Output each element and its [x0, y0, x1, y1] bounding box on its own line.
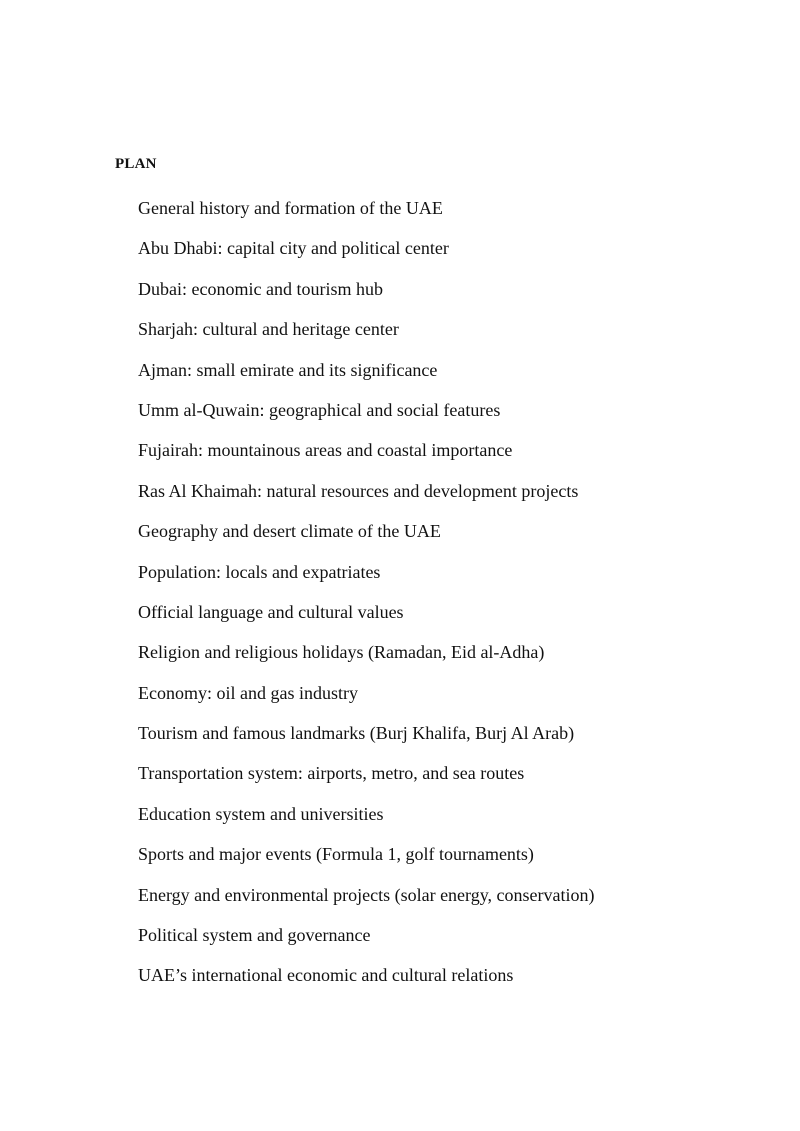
plan-item-13: Economy: oil and gas industry: [138, 682, 358, 703]
plan-item-18: Energy and environmental projects (solar energy, conservation): [138, 884, 595, 905]
plan-heading: PLAN: [115, 156, 157, 172]
plan-item-12: Religion and religious holidays (Ramadan, Eid al-Adha): [138, 642, 545, 663]
plan-item-1: General history and formation of the UAE: [138, 198, 443, 218]
plan-item-2: Abu Dhabi: capital city and political center: [138, 238, 449, 259]
plan-item-15: Transportation system: airports, metro, and sea routes: [138, 763, 525, 784]
plan-list: [138, 197, 595, 1005]
plan-item-4: Sharjah: cultural and heritage center: [138, 319, 399, 340]
plan-item-11: Official language and cultural values: [138, 601, 404, 622]
plan-item-17: Sports and major events (Formula 1, golf tournaments): [138, 844, 534, 865]
plan-item-6: Umm al-Quwain: geographical and social features: [138, 399, 501, 420]
plan-item-19: Political system and governance: [138, 925, 371, 946]
plan-item-7: Fujairah: mountainous areas and coastal importance: [138, 440, 513, 461]
plan-item-10: Population: locals and expatriates: [138, 561, 381, 582]
plan-item-20: UAE’s international economic and cultural relations: [138, 965, 514, 986]
plan-item-3: Dubai: economic and tourism hub: [138, 278, 383, 299]
plan-item-14: Tourism and famous landmarks (Burj Khalifa, Burj Al Arab): [138, 723, 575, 744]
plan-item-16: Education system and universities: [138, 803, 384, 824]
plan-item-8: Ras Al Khaimah: natural resources and development projects: [138, 480, 579, 501]
plan-item-9: Geography and desert climate of the UAE: [138, 521, 441, 542]
plan-item-5: Ajman: small emirate and its significance: [138, 359, 438, 380]
